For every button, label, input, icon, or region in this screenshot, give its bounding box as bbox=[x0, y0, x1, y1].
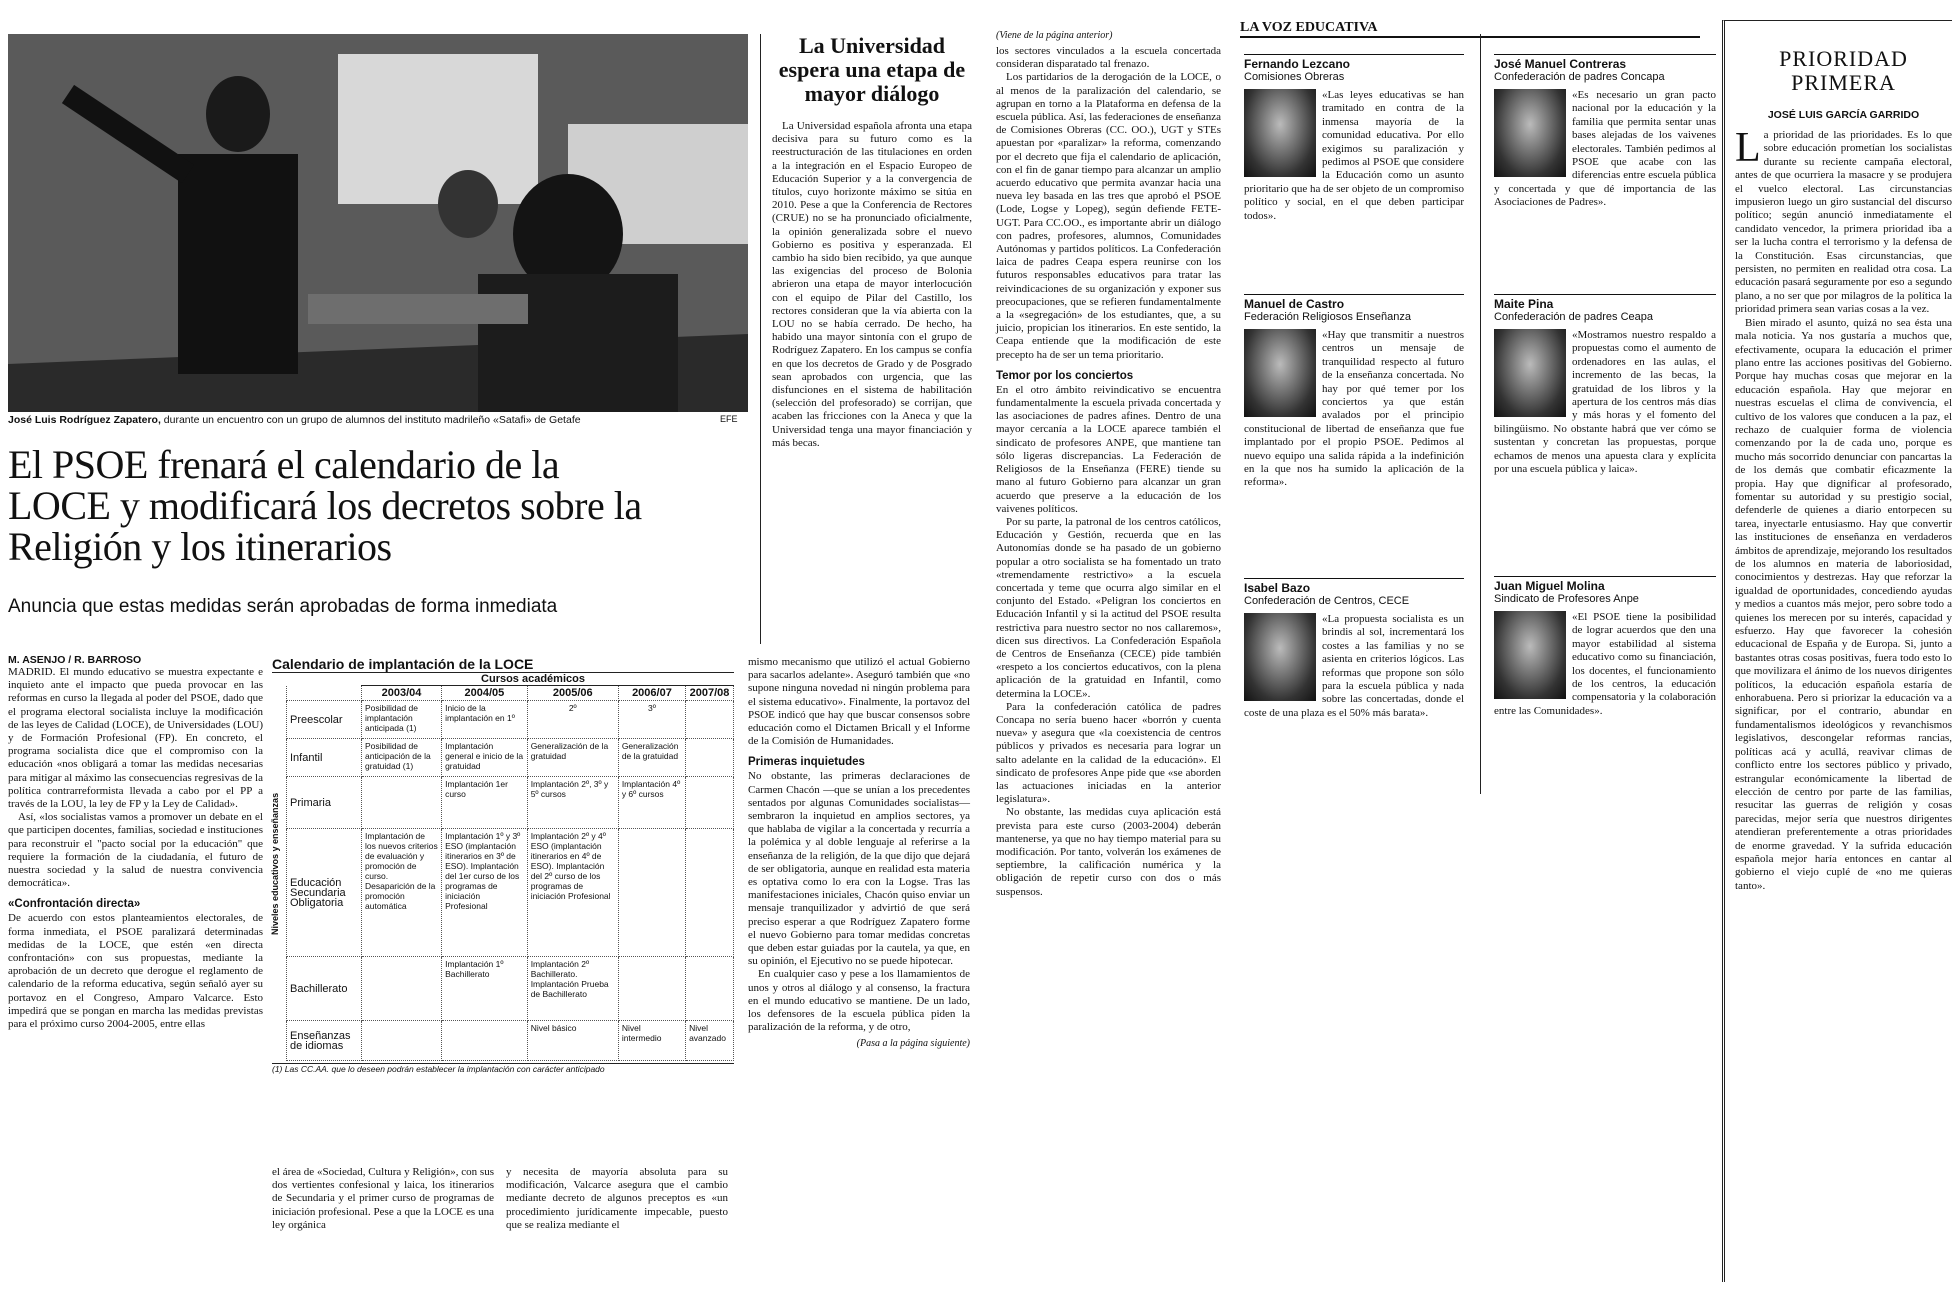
year-header: 2006/07 bbox=[618, 686, 685, 701]
voice-org: Confederación de Centros, CECE bbox=[1244, 595, 1410, 607]
voice-org: Federación Religiosos Enseñanza bbox=[1244, 311, 1411, 323]
voice-name: Juan Miguel Molina bbox=[1494, 576, 1716, 593]
voice-org: Comisiones Obreras bbox=[1244, 71, 1345, 83]
column-rule bbox=[1480, 34, 1481, 794]
main-bottom-col2: el área de «Sociedad, Cultura y Religión», con sus dos vertientes confesional y laica, los itinerarios de Secundaria y el primer curso de programas de iniciación profesional. Pese a que la LOCE es una ley orgánica bbox=[272, 1166, 494, 1231]
table-cell bbox=[618, 829, 685, 957]
table-cell: Inicio de la implantación en 1º bbox=[442, 701, 528, 739]
voice-name: Manuel de Castro bbox=[1244, 294, 1464, 311]
voice-name: José Manuel Contreras bbox=[1494, 54, 1716, 71]
table-cell: Nivel básico bbox=[527, 1021, 618, 1061]
main-col4a: mismo mecanismo que utilizó el actual Gobierno para sacarlos adelante». Aseguró también que «no supone ninguna novedad ni ningún problema para el sistema educativo». Finalmente, la portavoz del PSOE indicó que hay que buscar consensos sobre educación como el Dictamen Bricall y el Informe de la Comisión de Humanidades. bbox=[748, 656, 970, 748]
byline: M. ASENJO / R. BARROSO bbox=[8, 654, 142, 666]
table-cell bbox=[362, 957, 442, 1021]
table-row bbox=[287, 739, 734, 777]
voice-card bbox=[1244, 54, 1464, 223]
main-bottom-col3: y necesita de mayoría absoluta para su modificación, Valcarce asegura que el cambio mediante decreto de algunos preceptos es «un procedimiento jurídicamente impecable, puesto que se realiza mediante el bbox=[506, 1166, 728, 1231]
year-header: 2003/04 bbox=[362, 686, 442, 701]
section-subhead: Primeras inquietudes bbox=[748, 756, 865, 769]
table-cell bbox=[362, 1021, 442, 1061]
paragraph: Bien mirado el asunto, quizá no sea ésta una mala noticia. Ya nos gustaría a muchos que, efectivamente, ocupara la educación el primer plano entre las acciones positivas del Gobierno. Porque hay muchas cosas que mejorar en la educación española. Hay que mejorar en nuestras escuelas el clima de convivencia, el cultivo de los valores que conducen a la paz, el rechazo de cualquier forma de violencia comenzando por la de cada uno, porque es mucho más socorrido denunciar con pancartas la de los demás que combatir eficazmente la propia. Hay que dignificar al profesorado, fomentar su autoridad y su prestigio social, defenderle de quienes a diario entorpecen su tarea, inyectarle entusiasmo. Hay que convertir las instituciones de enseñanza en verdaderos ámbitos de aprendizaje, mejorando los resultados de los alumnos en materia de laboriosidad, conocimientos y destrezas. Hay que reforzar la igualdad de oportunidades, concediendo ayudas y medios a cuantos más mejor, pero sobre todo a quienes los merecen por su interés, capacidad y esfuerzo. Hay que favorecer la cohesión educacional de España y de Europa. Si, junto a bastantes otras cosas positivas, fuera todo esto lo que movilizara el ánimo de los nuevos dirigentes políticos, la educación española estaría de enhorabuena. Pero si priorizar la educación va a significar, por el contrario, abundar en fundamentalismos ideológicos y revanchismos legislativos, descongelar reformas rancias, políticas acá y acullá, reavivar climas de conflicto entre los sectores público y privado, estrangular económicamente la libertad de elección de centro por parte de las familias, resucitar las guerras de religión y cosas parecidas, mejor sería que nuestros dirigentes atendieran preferentemente a otras prioridades de enorme gravedad. Y la sufrida educación española mejor haría entonces en cantar al gobierno el viejo cuplé de «no me quieras tanto». bbox=[1735, 316, 1952, 892]
paragraph: No obstante, las medidas cuya aplicación está prevista para este curso (2003-2004) deberán mantenerse, ya que no hay tiempo material para su modificación. Por tanto, volverán los exámenes de septiembre, la calificación numérica y la obligación de repetir curso con dos o más suspensos. bbox=[996, 806, 1221, 898]
news-photo bbox=[8, 34, 748, 412]
section-subhead: Temor por los conciertos bbox=[996, 369, 1134, 382]
opinion-title: PRIORIDAD PRIMERA bbox=[1779, 46, 1908, 95]
voice-quote: «Las leyes educativas se han tramitado en contra de la inmensa mayoría de la comunidad educativa. Por ello exigimos su paralización y pedimos al PSOE que considere la Educación como un asunto prioritario que ha de ser objeto de un compromiso político y social, en el que deben participar todos». bbox=[1244, 89, 1464, 222]
voice-quote: «Es necesario un gran pacto nacional por la educación y la familia que permita sentar unas bases alejadas de los vaivenes electorales. También pedimos al PSOE que acabe con las diferencias entre escuela pública y concertada y que dé importancia de las Asociaciones de Padres». bbox=[1494, 89, 1716, 209]
opinion-box bbox=[1722, 20, 1952, 1282]
table-row bbox=[287, 777, 734, 829]
table-cell bbox=[362, 777, 442, 829]
voice-name: Maite Pina bbox=[1494, 294, 1716, 311]
table-cell bbox=[686, 957, 734, 1021]
portrait-photo bbox=[1244, 329, 1316, 417]
voice-quote: «El PSOE tiene la posibilidad de lograr acuerdos que den una mayor estabilidad al sistema educativo como su financiación, los docentes, el funcionamiento de los centros, la educación compensatoria y la colaboración entre las Comunidades». bbox=[1494, 611, 1716, 717]
column-rule bbox=[760, 34, 761, 644]
voice-card bbox=[1494, 576, 1716, 718]
continues-note: (Pasa a la página siguiente) bbox=[856, 1038, 970, 1050]
table-cell bbox=[686, 739, 734, 777]
table-cell bbox=[686, 829, 734, 957]
paragraph: los sectores vinculados a la escuela concertada consideran disparatado tal frenazo. bbox=[996, 45, 1221, 71]
table-cell: Posibilidad de anticipación de la gratuidad (1) bbox=[362, 739, 442, 777]
table-cell: Implantación 2º Bachillerato. Implantación Prueba de Bachillerato bbox=[527, 957, 618, 1021]
voice-quote: «Hay que transmitir a nuestros centros un mensaje de tranquilidad respecto al futuro de la enseñanza concertada. No hay por qué temer por los conciertos ya que están avalados por el principio constitucional de libertad de enseñanza que fue implantado por el propio PSOE. Pedimos al nuevo equipo una salida rápida a la indefinición en la que nos ha sumido la aplicación de la reforma». bbox=[1244, 329, 1464, 489]
table-title: Calendario de implantación de la LOCE bbox=[272, 656, 734, 673]
year-header: 2004/05 bbox=[442, 686, 528, 701]
table-cell: Implantación general e inicio de la gratuidad bbox=[442, 739, 528, 777]
continued-text-2 bbox=[996, 384, 1221, 899]
main-headline: El PSOE frenará el calendario de la LOCE y modificará los decretos sobre la Religión y los itinerarios bbox=[8, 442, 642, 569]
paragraph: En cualquier caso y pese a los llamamientos de unos y otros al diálogo y al consenso, la fractura en el mundo educativo se mantiene. De un lado, los defensores de la escuela pública piden la paralización de la reforma, y de otro, bbox=[748, 968, 970, 1034]
main-col4b bbox=[748, 770, 970, 1034]
voice-name: Isabel Bazo bbox=[1244, 578, 1464, 595]
caption-name: José Luis Rodríguez Zapatero, bbox=[8, 414, 161, 426]
table-cell: Implantación 2º y 4º ESO (implantación itinerarios en 4º de ESO). Implantación del 2º curso de los programas de iniciación Profesional bbox=[527, 829, 618, 957]
photo-caption bbox=[8, 414, 708, 426]
table-cell bbox=[442, 1021, 528, 1061]
table-row bbox=[287, 957, 734, 1021]
opinion-dropcap: L bbox=[1735, 125, 1761, 171]
main-col1b bbox=[8, 912, 263, 1031]
row-level: Enseñanzas de idiomas bbox=[287, 1021, 362, 1061]
voice-card bbox=[1494, 294, 1716, 476]
table-cell: Implantación de los nuevos criterios de evaluación y promoción de curso. Desaparición de la promoción automática bbox=[362, 829, 442, 957]
photo-credit: EFE bbox=[720, 414, 738, 424]
paragraph: Así, «los socialistas vamos a promover un debate en el que participen docentes, familias, sociedad e instituciones para reconstruir el "pacto social por la educación" que requiere la formación de la ciudadanía, el futuro de nuestra sociedad y la salud de nuestra convivencia democrática». bbox=[8, 811, 263, 890]
table-cell: 2º bbox=[527, 701, 618, 739]
table-cell: Nivel intermedio bbox=[618, 1021, 685, 1061]
portrait-photo bbox=[1494, 89, 1566, 177]
paragraph: No obstante, las primeras declaraciones de Carmen Chacón —que se unían a los precedentes sentados por algunas Comunidades socialistas— sembraron la inquietud en amplios sectores, ya que hablaba de vigilar a la concertada y recurría a la polémica y al doble lenguaje al referirse a la enseñanza de la religión, de la que dijo que dejará de ser obligatoria, aunque en realidad esta materia es optativa como lo era con la Logse. Tras las manifestaciones iniciales, Chacón quiso enviar un mensaje tranquilizador y advirtió de que será preciso esperar a que Rodríguez Zapatero forme el nuevo Gobierno para tomar medidas concretas que deben estar guiadas por la cautela, ya que, en su opinión, el Ejecutivo no se puede hipotecar. bbox=[748, 770, 970, 968]
voices-section-title: LA VOZ EDUCATIVA bbox=[1240, 20, 1700, 38]
table-cell bbox=[686, 777, 734, 829]
voice-card bbox=[1244, 294, 1464, 490]
year-header: 2007/08 bbox=[686, 686, 734, 701]
table-row bbox=[287, 701, 734, 739]
voice-org: Sindicato de Profesores Anpe bbox=[1494, 593, 1639, 605]
table-row bbox=[287, 829, 734, 957]
voice-org: Confederación de padres Concapa bbox=[1494, 71, 1665, 83]
table-cell: Generalización de la gratuidad bbox=[527, 739, 618, 777]
year-header: 2005/06 bbox=[527, 686, 618, 701]
portrait-photo bbox=[1244, 89, 1316, 177]
section-subhead: «Confrontación directa» bbox=[8, 898, 141, 911]
table-cell: Generalización de la gratuidad bbox=[618, 739, 685, 777]
paragraph: MADRID. El mundo educativo se muestra expectante e inquieto ante el impacto que pueda provocar en las reformas en curso la llegada al poder del PSOE, dado que el programa electoral socialista incluye la modificación de las leyes de Calidad (LOCE), de Universidades (LOU) y de Formación Profesional (FP). En concreto, el programa socialista dice que el compromiso con la educación «nos obligará a tomar las medidas necesarias para mitigar al máximo las consecuencias regresivas de la política contrarreformista llevada a cabo por el PP a través de la LOU, la ley de FP y la Ley de Calidad». bbox=[8, 666, 263, 811]
paragraph: En el otro ámbito reivindicativo se encuentra fundamentalmente la escuela privada concertada y las asociaciones de padres afines. Dentro de una mayor cercanía a la LOCE aparece también el sindicato de profesores ANPE, que mantiene tan sólo ligeras discrepancias. La Federación de Religiosos de la Enseñanza (FERE) tiende su mano al futuro Gobierno para alcanzar un gran acuerdo que preserve a la educación de los vaivenes políticos. bbox=[996, 383, 1221, 515]
table-cell bbox=[686, 701, 734, 739]
calendar-grid bbox=[286, 685, 734, 1061]
voice-card bbox=[1494, 54, 1716, 210]
table-cell: Implantación 1er curso bbox=[442, 777, 528, 829]
portrait-photo bbox=[1244, 613, 1316, 701]
table-group-header: Cursos académicos bbox=[481, 673, 585, 685]
university-headline: La Universidad espera una etapa de mayor diálogo bbox=[778, 33, 966, 106]
paragraph: De acuerdo con estos planteamientos electorales, de forma inmediata, el PSOE paralizará determinadas medidas de la LOCE, que estén «en directa confrontación» con sus propuestas, mediante la aprobación de un decreto que derogue el reglamento de calendario de la reforma educativa, según señaló ayer su portavoz en el Congreso, Amparo Valcarce. Esto impedirá que se pongan en marcha las medidas previstas para el próximo curso 2004-2005, entre ellas bbox=[8, 912, 263, 1031]
row-level: Primaria bbox=[287, 777, 362, 829]
row-level: Bachillerato bbox=[287, 957, 362, 1021]
row-level: Infantil bbox=[287, 739, 362, 777]
paragraph: Por su parte, la patronal de los centros católicos, Educación y Gestión, recuerda que en las Autonomías donde se ha pasado de un gobierno popular a otro socialista se ha fomentado un trato «tremendamente restrictivo» a la escuela concertada y teme que ocurra algo similar en el conjunto del Estado. «Peligran los conciertos en Educación Infantil y si la actitud del PSOE resulta restrictiva para nuestro sector no nos callaremos», dicen sus directivos. La Confederación Española de Centros de Enseñanza (CECE) pide también «respeto a los conciertos educativos, con la plena aplicación de la gratuidad en Infantil, como determina la LOCE». bbox=[996, 515, 1221, 700]
voice-org: Confederación de padres Ceapa bbox=[1494, 311, 1654, 323]
portrait-photo bbox=[1494, 611, 1566, 699]
row-level: Educación Secundaria Obligatoria bbox=[287, 829, 362, 957]
row-level: Preescolar bbox=[287, 701, 362, 739]
table-side-label: Niveles educativos y enseñanzas bbox=[270, 792, 280, 935]
opinion-body bbox=[1735, 125, 1952, 893]
table-cell: Implantación 2º, 3º y 5º cursos bbox=[527, 777, 618, 829]
voice-quote: «La propuesta socialista es un brindis al sol, incrementará los costes a las familias y no se asienta en criterios lógicos. Las reformas que propone son sólo para la escuela pública y nada sobre las concertadas, donde el coste de una plaza es el 50% más barata». bbox=[1244, 613, 1464, 719]
main-subheadline: Anuncia que estas medidas serán aprobadas de forma inmediata bbox=[8, 596, 558, 617]
opinion-author: JOSÉ LUIS GARCÍA GARRIDO bbox=[1767, 109, 1920, 121]
voice-name: Fernando Lezcano bbox=[1244, 54, 1464, 71]
continued-text bbox=[996, 45, 1221, 362]
university-body: La Universidad española afronta una etapa decisiva para su futuro como es la reestructuración de las titulaciones en orden a la integración en el Espacio Europeo de Educación Superior y a la convergencia de títulos, cuyo horizonte máximo se sitúa en 2010. Pese a que la Conferencia de Rectores (CRUE) no se ha pronunciado oficialmente, la opinión generalizada sobre el nuevo Gobierno es positiva y esperanzada. El cambio ha sido bien recibido, ya que aunque las exigencias del proceso de Bolonia abrieron una etapa de mayor interlocución con el equipo de Pilar del Castillo, los rectores consideran que la vía abierta con la LOU no se había cerrado. De hecho, ha habido una mayor sintonía con el grupo de Rodríguez Zapatero. En los campus se confía en que los decretos de Grado y de Posgrado sean aprobados con urgencia, que las disfunciones en el sistema de habilitación (selección del profesorado) se corrijan, que acaben las fricciones con la Aneca y que la Universidad tenga una mayor financiación y más becas. bbox=[772, 120, 972, 449]
portrait-photo bbox=[1494, 329, 1566, 417]
table-row bbox=[287, 1021, 734, 1061]
loce-calendar-table bbox=[272, 656, 734, 1074]
voice-quote: «Mostramos nuestro respaldo a propuestas como el aumento de ordenadores en las aulas, el incremento de las becas, la gratuidad de los libros y la apertura de los centros más días y más horas y el fomento del bilingüismo. No obstante habrá que ver cómo se sustentan y concretan las propuestas, porque echamos de menos una apuesta clara y explícita por una escuela pública y laica». bbox=[1494, 329, 1716, 476]
voice-card bbox=[1244, 578, 1464, 720]
table-cell: 3º bbox=[618, 701, 685, 739]
main-col1 bbox=[8, 666, 263, 890]
opinion-body-text: a prioridad de las prioridades. Es lo que sobre educación prometían los socialistas durante su reciente campaña electoral, antes de que ocurriera la masacre y se produjera el vuelco electoral. Las circunstancias impusieron luego un giro sustancial del discurso político; según anunció inmediatamente el candidato vencedor, la primera prioridad iba a ser la lucha contra el terrorismo y la defensa de la Constitución. Esas circunstancias, que persisten, no permiten en realidad otra cosa. La educación pasará seguramente por eso a segundo plano, a no ser que por milagros de la política la prioridad primera sean varias cosas a la vez. bbox=[1735, 129, 1952, 316]
table-cell bbox=[618, 957, 685, 1021]
table-cell: Implantación 1º y 3º ESO (implantación itinerarios en 3º de ESO). Implantación del 1er curso de los programas de iniciación Profesional bbox=[442, 829, 528, 957]
table-cell: Nivel avanzado bbox=[686, 1021, 734, 1061]
continued-from-note: (Viene de la página anterior) bbox=[996, 30, 1113, 41]
paragraph: Los partidarios de la derogación de la LOCE, o al menos de la paralización del calendario, se agrupan en torno a la Plataforma en defensa de la escuela pública. Así, las federaciones de enseñanza de Comisiones Obreras (CC. OO.), UGT y STEs apuestan por «paralizar» la reforma, comenzando por el decreto que fija el calendario de aplicación, con el fin de ganar tiempo para alcanzar un amplio acuerdo educativo que permita avanzar hacia una nueva ley basada en las tres que aprobó el PSOE (Lode, Logse y Lopeg), según defiende FETE-UGT. Para CC.OO., es importante abrir un diálogo con padres, profesores, alumnos, Comunidades Autónomas y partidos políticos. La Confederación laica de padres Ceapa espera reunirse con los futuros responsables educativos para tratar las reivindicaciones de su organización y exponer sus preocupaciones, que se refieren fundamentalmente a la «segregación» de los estudiantes, que, a su juicio, propician los itinerarios. En este sentido, la Ceapa entiende que la modificación de este precepto ha de ser un tema prioritario. bbox=[996, 71, 1221, 361]
table-cell: Implantación 4º y 6º cursos bbox=[618, 777, 685, 829]
paragraph: Para la confederación católica de padres Concapa no sería bueno hacer «borrón y cuenta nueva» y asegura que «la coexistencia de centros públicos y privados es necesaria para lograr un salto adelante en la calidad de la educación». El sindicato de profesores Anpe pide que «se aborden las actuaciones iniciadas en la anterior legislatura». bbox=[996, 700, 1221, 806]
caption-text: durante un encuentro con un grupo de alumnos del instituto madrileño «Satafi» de Getafe bbox=[160, 414, 581, 426]
table-cell: Posibilidad de implantación anticipada (1) bbox=[362, 701, 442, 739]
photo-illustration bbox=[8, 34, 748, 412]
table-footnote: (1) Las CC.AA. que lo deseen podrán establecer la implantación con carácter anticipado bbox=[272, 1063, 734, 1074]
table-cell: Implantación 1º Bachillerato bbox=[442, 957, 528, 1021]
